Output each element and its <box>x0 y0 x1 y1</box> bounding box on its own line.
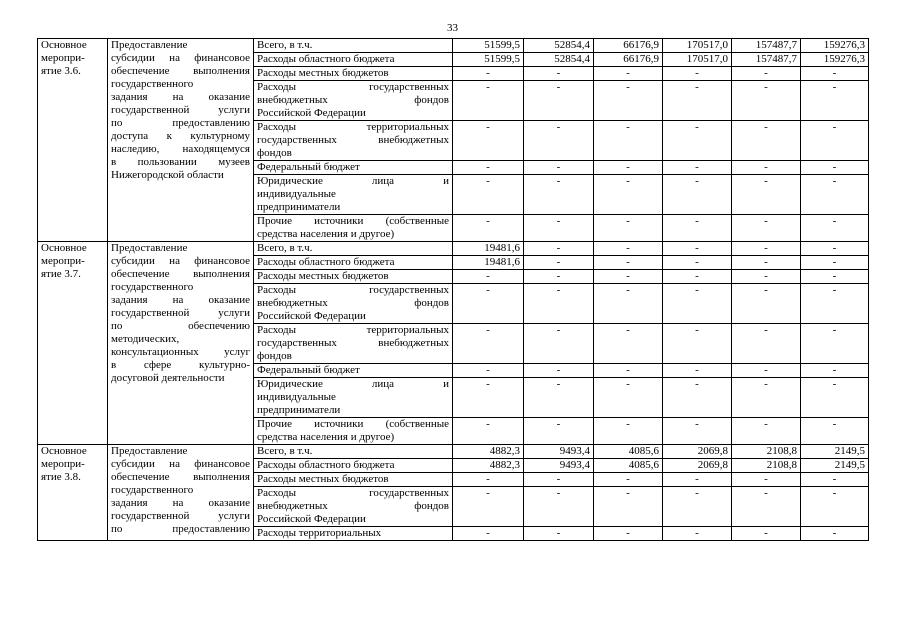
year-value-cell: 2108,8 <box>732 459 801 473</box>
year-value-cell: - <box>801 67 869 81</box>
funding-source-line: внебюджетных фондов <box>257 297 449 309</box>
year-value-cell: - <box>801 418 869 445</box>
year-value-cell: - <box>594 242 663 256</box>
measure-cell <box>38 242 108 445</box>
year-value-cell: - <box>453 487 524 527</box>
year-value-cell: - <box>453 175 524 215</box>
year-value-cell: - <box>453 418 524 445</box>
funding-source-cell <box>254 459 453 473</box>
year-value-cell: - <box>801 81 869 121</box>
funding-source-line: Расходы государственных <box>257 81 449 93</box>
year-value-cell: - <box>453 215 524 242</box>
year-value-cell: - <box>524 242 594 256</box>
year-value-cell: - <box>594 324 663 364</box>
year-value-cell: - <box>524 378 594 418</box>
measure-line: меропри- <box>41 255 85 267</box>
year-value-cell: - <box>663 81 732 121</box>
funding-source-line: Расходы местных бюджетов <box>257 270 389 282</box>
year-value-cell: - <box>663 215 732 242</box>
year-value-cell: - <box>524 487 594 527</box>
year-value-cell: - <box>663 378 732 418</box>
year-value-cell: - <box>524 527 594 541</box>
funding-source-line: Федеральный бюджет <box>257 364 360 376</box>
funding-source-cell <box>254 527 453 541</box>
funding-table <box>37 38 869 541</box>
funding-source-line: Расходы местных бюджетов <box>257 67 389 79</box>
year-value-cell: - <box>663 121 732 161</box>
year-value-cell: 2069,8 <box>663 445 732 459</box>
measure-line: меропри- <box>41 52 85 64</box>
funding-source-cell <box>254 445 453 459</box>
description-line: субсидии на финансовое <box>111 458 250 470</box>
year-value-cell: - <box>801 175 869 215</box>
year-value-cell: - <box>524 324 594 364</box>
year-value-cell: - <box>732 364 801 378</box>
funding-source-cell <box>254 81 453 121</box>
funding-source-line: предприниматели <box>257 201 341 213</box>
measure-line: Основное <box>41 39 87 51</box>
funding-source-line: фондов <box>257 147 292 159</box>
table-row <box>38 39 869 53</box>
description-cell <box>108 445 254 541</box>
funding-source-cell <box>254 53 453 67</box>
year-value-cell: 66176,9 <box>594 39 663 53</box>
year-value-cell: - <box>453 81 524 121</box>
measure-line: Основное <box>41 445 87 457</box>
description-line: государственной услуги <box>111 307 250 319</box>
year-value-cell: - <box>732 161 801 175</box>
description-line: задания на оказание <box>111 91 250 103</box>
year-value-cell: - <box>801 256 869 270</box>
year-value-cell: - <box>663 284 732 324</box>
year-value-cell: - <box>453 473 524 487</box>
year-value-cell: - <box>732 270 801 284</box>
funding-source-line: Всего, в т.ч. <box>257 445 313 457</box>
year-value-cell: - <box>453 364 524 378</box>
description-line: по обеспечению <box>111 320 250 332</box>
funding-source-line: Российской Федерации <box>257 513 366 525</box>
funding-source-line: Всего, в т.ч. <box>257 39 313 51</box>
year-value-cell: 4085,6 <box>594 459 663 473</box>
year-value-cell: - <box>524 67 594 81</box>
year-value-cell: - <box>663 418 732 445</box>
year-value-cell: - <box>663 67 732 81</box>
measure-line: меропри- <box>41 458 85 470</box>
funding-source-cell <box>254 121 453 161</box>
funding-source-line: внебюджетных фондов <box>257 94 449 106</box>
funding-source-line: предприниматели <box>257 404 341 416</box>
year-value-cell: - <box>663 487 732 527</box>
year-value-cell: - <box>594 418 663 445</box>
year-value-cell: - <box>524 473 594 487</box>
year-value-cell: - <box>663 242 732 256</box>
measure-cell <box>38 39 108 242</box>
description-cell <box>108 242 254 445</box>
year-value-cell: 170517,0 <box>663 39 732 53</box>
year-value-cell: - <box>801 473 869 487</box>
funding-source-line: индивидуальные <box>257 391 336 403</box>
funding-source-cell <box>254 378 453 418</box>
funding-source-cell <box>254 324 453 364</box>
year-value-cell: 51599,5 <box>453 39 524 53</box>
year-value-cell: - <box>524 418 594 445</box>
year-value-cell: - <box>524 121 594 161</box>
funding-source-line: фондов <box>257 350 292 362</box>
funding-source-cell <box>254 418 453 445</box>
description-line: государственной услуги <box>111 104 250 116</box>
year-value-cell: - <box>663 473 732 487</box>
funding-source-line: Юридические лица и <box>257 378 449 390</box>
year-value-cell: - <box>732 378 801 418</box>
year-value-cell: - <box>524 161 594 175</box>
funding-source-line: Всего, в т.ч. <box>257 242 313 254</box>
funding-source-cell <box>254 487 453 527</box>
year-value-cell: - <box>801 215 869 242</box>
funding-source-line: Юридические лица и <box>257 175 449 187</box>
funding-source-line: Расходы территориальных <box>257 527 382 539</box>
year-value-cell: 66176,9 <box>594 53 663 67</box>
year-value-cell: - <box>732 418 801 445</box>
year-value-cell: - <box>594 364 663 378</box>
funding-source-line: Российской Федерации <box>257 107 366 119</box>
funding-source-line: Расходы местных бюджетов <box>257 473 389 485</box>
funding-source-cell <box>254 473 453 487</box>
year-value-cell: - <box>801 487 869 527</box>
table-row <box>38 242 869 256</box>
year-value-cell: - <box>594 67 663 81</box>
measure-line: ятие 3.8. <box>41 471 81 483</box>
funding-source-cell <box>254 67 453 81</box>
description-line: государственного <box>111 281 194 293</box>
year-value-cell: - <box>663 324 732 364</box>
description-line: государственной услуги <box>111 510 250 522</box>
funding-source-line: государственных внебюджетных <box>257 337 449 349</box>
description-line: Предоставление <box>111 445 188 457</box>
description-line: Предоставление <box>111 39 188 51</box>
year-value-cell: - <box>453 378 524 418</box>
year-value-cell: - <box>453 284 524 324</box>
year-value-cell: 4882,3 <box>453 445 524 459</box>
year-value-cell: 51599,5 <box>453 53 524 67</box>
year-value-cell: 159276,3 <box>801 39 869 53</box>
year-value-cell: 2069,8 <box>663 459 732 473</box>
year-value-cell: - <box>594 121 663 161</box>
year-value-cell: - <box>453 527 524 541</box>
funding-source-line: средства населения и другое) <box>257 431 395 443</box>
year-value-cell: 157487,7 <box>732 39 801 53</box>
year-value-cell: - <box>524 270 594 284</box>
year-value-cell: 2149,5 <box>801 459 869 473</box>
year-value-cell: - <box>594 256 663 270</box>
description-line: методических, <box>111 333 180 345</box>
funding-source-line: внебюджетных фондов <box>257 500 449 512</box>
description-line: задания на оказание <box>111 497 250 509</box>
year-value-cell: - <box>732 242 801 256</box>
year-value-cell: - <box>594 378 663 418</box>
year-value-cell: - <box>594 270 663 284</box>
year-value-cell: - <box>732 121 801 161</box>
year-value-cell: - <box>801 324 869 364</box>
description-line: в сфере культурно- <box>111 359 250 371</box>
funding-source-cell <box>254 364 453 378</box>
year-value-cell: - <box>801 364 869 378</box>
year-value-cell: - <box>524 81 594 121</box>
funding-source-line: Расходы территориальных <box>257 324 449 336</box>
funding-source-line: Федеральный бюджет <box>257 161 360 173</box>
year-value-cell: 2108,8 <box>732 445 801 459</box>
year-value-cell: 170517,0 <box>663 53 732 67</box>
funding-source-line: Расходы государственных <box>257 284 449 296</box>
year-value-cell: - <box>524 215 594 242</box>
year-value-cell: - <box>732 175 801 215</box>
description-cell <box>108 39 254 242</box>
funding-source-line: Российской Федерации <box>257 310 366 322</box>
measure-cell <box>38 445 108 541</box>
funding-source-line: Расходы областного бюджета <box>257 459 395 471</box>
year-value-cell: - <box>594 81 663 121</box>
page-number: 33 <box>447 22 458 34</box>
funding-source-cell <box>254 215 453 242</box>
description-line: обеспечение выполнения <box>111 65 250 77</box>
year-value-cell: - <box>594 215 663 242</box>
year-value-cell: - <box>732 473 801 487</box>
funding-source-cell <box>254 270 453 284</box>
year-value-cell: - <box>594 487 663 527</box>
year-value-cell: - <box>524 364 594 378</box>
funding-source-line: государственных внебюджетных <box>257 134 449 146</box>
funding-source-line: Расходы государственных <box>257 487 449 499</box>
year-value-cell: - <box>594 161 663 175</box>
funding-source-cell <box>254 284 453 324</box>
year-value-cell: 9493,4 <box>524 459 594 473</box>
year-value-cell: - <box>524 256 594 270</box>
year-value-cell: - <box>732 67 801 81</box>
funding-source-cell <box>254 161 453 175</box>
description-line: по предоставлению <box>111 117 250 129</box>
funding-source-cell <box>254 256 453 270</box>
year-value-cell: - <box>732 487 801 527</box>
year-value-cell: - <box>732 215 801 242</box>
description-line: наследию, находящемуся <box>111 143 250 155</box>
year-value-cell: - <box>732 256 801 270</box>
year-value-cell: 19481,6 <box>453 242 524 256</box>
funding-source-cell <box>254 39 453 53</box>
measure-line: Основное <box>41 242 87 254</box>
description-line: субсидии на финансовое <box>111 255 250 267</box>
year-value-cell: - <box>663 364 732 378</box>
year-value-cell: 157487,7 <box>732 53 801 67</box>
year-value-cell: - <box>801 161 869 175</box>
description-line: обеспечение выполнения <box>111 471 250 483</box>
funding-source-line: Расходы территориальных <box>257 121 449 133</box>
year-value-cell: - <box>663 175 732 215</box>
funding-source-line: средства населения и другое) <box>257 228 395 240</box>
description-line: субсидии на финансовое <box>111 52 250 64</box>
year-value-cell: - <box>663 527 732 541</box>
description-line: Предоставление <box>111 242 188 254</box>
description-line: Нижегородской области <box>111 169 224 181</box>
year-value-cell: - <box>453 67 524 81</box>
year-value-cell: - <box>663 161 732 175</box>
table-row <box>38 445 869 459</box>
year-value-cell: - <box>594 473 663 487</box>
year-value-cell: - <box>524 175 594 215</box>
description-line: в пользовании музеев <box>111 156 250 168</box>
description-line: по предоставлению <box>111 523 250 535</box>
year-value-cell: - <box>594 284 663 324</box>
funding-source-cell <box>254 242 453 256</box>
year-value-cell: - <box>594 527 663 541</box>
funding-source-line: Расходы областного бюджета <box>257 256 395 268</box>
description-line: задания на оказание <box>111 294 250 306</box>
table-body <box>38 39 869 541</box>
year-value-cell: - <box>801 270 869 284</box>
description-line: досуговой деятельности <box>111 372 225 384</box>
description-line: государственного <box>111 484 194 496</box>
funding-source-cell <box>254 175 453 215</box>
description-line: доступа к культурному <box>111 130 250 142</box>
year-value-cell: 4882,3 <box>453 459 524 473</box>
year-value-cell: - <box>663 256 732 270</box>
year-value-cell: - <box>801 527 869 541</box>
year-value-cell: 52854,4 <box>524 39 594 53</box>
year-value-cell: 19481,6 <box>453 256 524 270</box>
year-value-cell: - <box>732 324 801 364</box>
measure-line: ятие 3.6. <box>41 65 81 77</box>
funding-source-line: Расходы областного бюджета <box>257 53 395 65</box>
year-value-cell: - <box>801 121 869 161</box>
year-value-cell: - <box>453 161 524 175</box>
year-value-cell: 2149,5 <box>801 445 869 459</box>
year-value-cell: - <box>732 284 801 324</box>
year-value-cell: - <box>524 284 594 324</box>
description-line: государственного <box>111 78 194 90</box>
year-value-cell: - <box>732 527 801 541</box>
year-value-cell: 9493,4 <box>524 445 594 459</box>
description-line: консультационных услуг <box>111 346 250 358</box>
year-value-cell: - <box>801 284 869 324</box>
year-value-cell: 4085,6 <box>594 445 663 459</box>
year-value-cell: 52854,4 <box>524 53 594 67</box>
funding-source-line: индивидуальные <box>257 188 336 200</box>
description-line: обеспечение выполнения <box>111 268 250 280</box>
year-value-cell: - <box>453 121 524 161</box>
year-value-cell: - <box>594 175 663 215</box>
year-value-cell: - <box>453 270 524 284</box>
funding-source-line: Прочие источники (собственные <box>257 418 449 430</box>
year-value-cell: - <box>663 270 732 284</box>
measure-line: ятие 3.7. <box>41 268 81 280</box>
year-value-cell: - <box>801 378 869 418</box>
year-value-cell: - <box>732 81 801 121</box>
year-value-cell: 159276,3 <box>801 53 869 67</box>
year-value-cell: - <box>801 242 869 256</box>
year-value-cell: - <box>453 324 524 364</box>
funding-source-line: Прочие источники (собственные <box>257 215 449 227</box>
